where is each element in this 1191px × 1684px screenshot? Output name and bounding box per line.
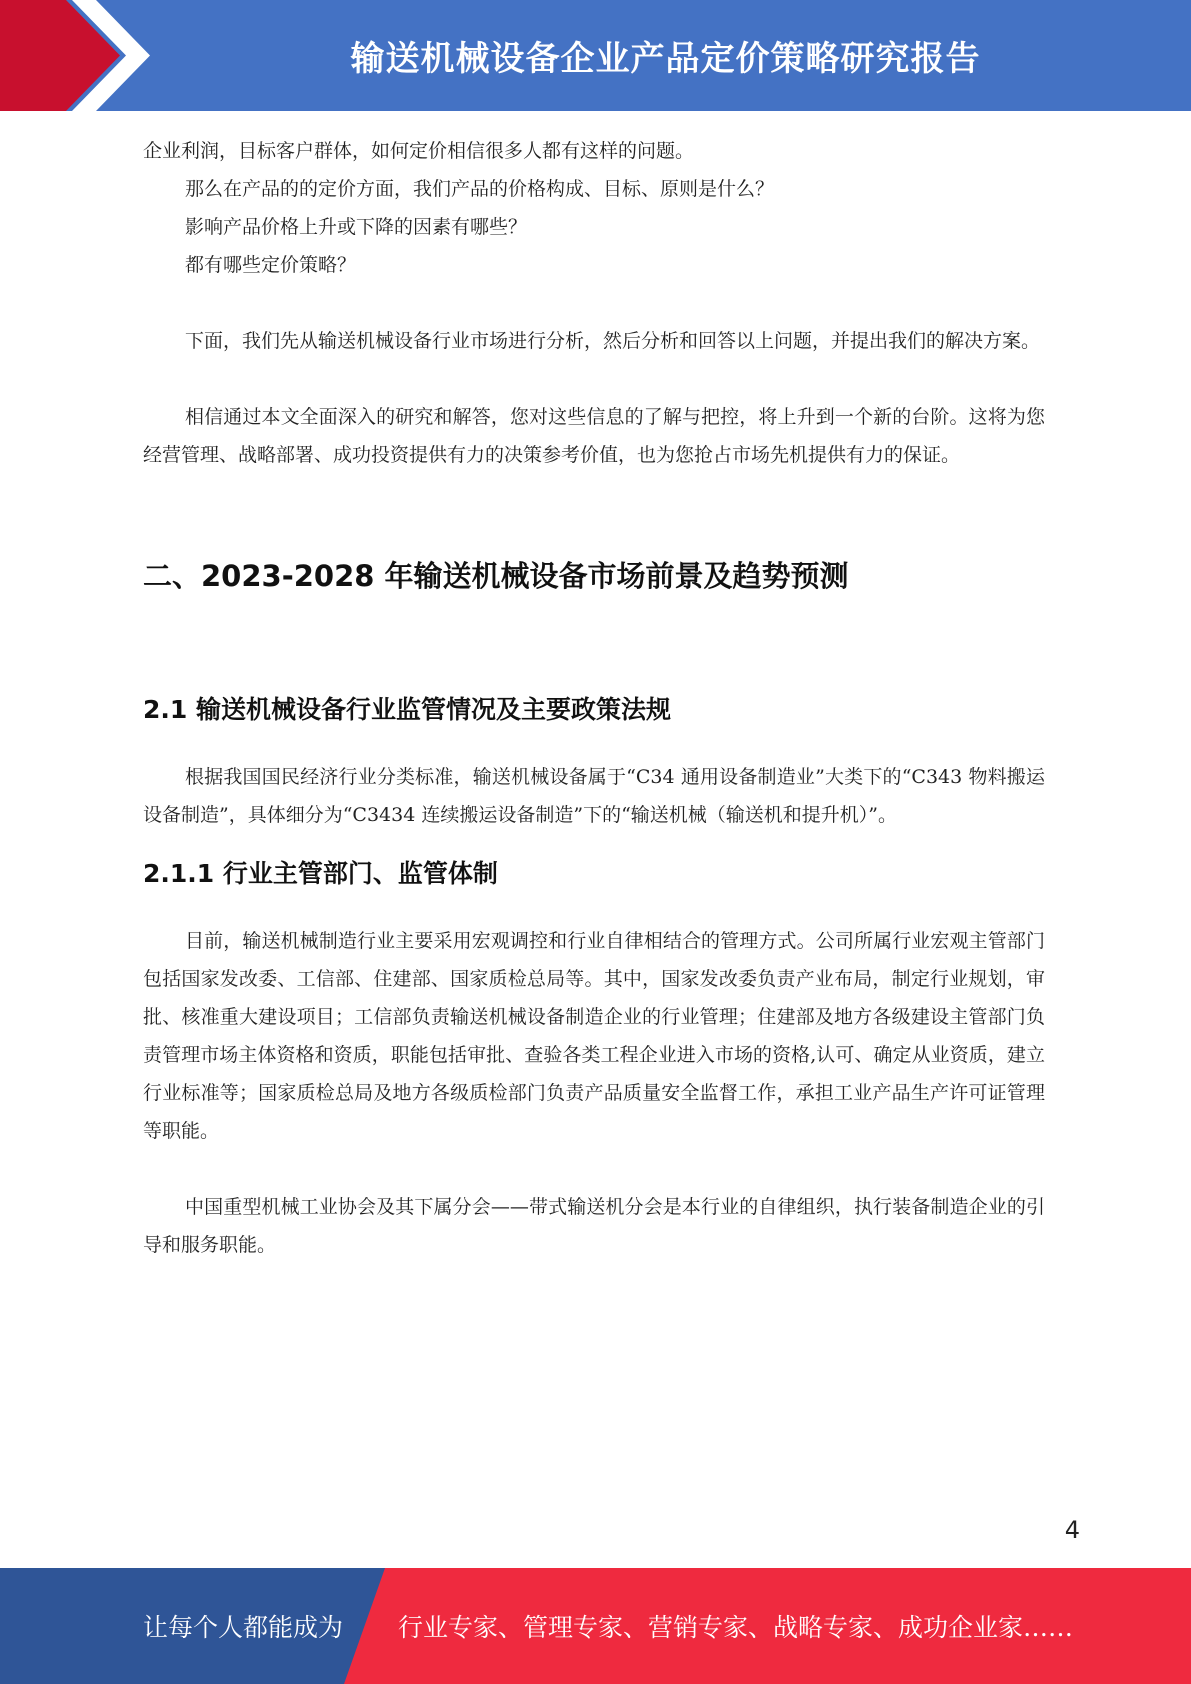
paragraph-classification: 根据我国国民经济行业分类标准，输送机械设备属于“C34 通用设备制造业”大类下的“C343 物料搬运设备制造”，具体细分为“C3434 连续搬运设备制造”下的“输送机械（输送机和提升机）”。 — [143, 766, 1045, 826]
report-title: 输送机械设备企业产品定价策略研究报告 — [350, 39, 981, 79]
footer-slogan-left: 让每个人都能成为 — [143, 1613, 344, 1642]
subsubsection-heading: 2.1.1 行业主管部门、监管体制 — [143, 859, 498, 888]
intro-paragraph: 企业利润，目标客户群体，如何定价相信很多人都有这样的问题。 — [143, 140, 695, 162]
intro-question: 那么在产品的的定价方面，我们产品的价格构成、目标、原则是什么？ — [185, 178, 775, 200]
page-content — [143, 132, 1045, 1264]
page-footer — [0, 1568, 1191, 1684]
subsection-heading: 2.1 输送机械设备行业监管情况及主要政策法规 — [143, 695, 671, 724]
intro-question: 都有哪些定价策略？ — [185, 254, 357, 276]
page-number: 4 — [1064, 1516, 1080, 1544]
paragraph-regulation: 目前，输送机械制造行业主要采用宏观调控和行业自律相结合的管理方式。公司所属行业宏观主管部门包括国家发改委、工信部、住建部、国家质检总局等。其中，国家发改委负责产业布局，制定行业规划，审批、核准重大建设项目；工信部负责输送机械设备制造企业的行业管理；住建部及地方各级建设主管部门负责管理市场主体资格和资质，职能包括审批、查验各类工程企业进入市场的资格,认可、确定从业资质，建立行业标准等；国家质检总局及地方各级质检部门负责产品质量安全监督工作，承担工业产品生产许可证管理等职能。 — [143, 930, 1045, 1142]
footer-slogan-right: 行业专家、管理专家、营销专家、战略专家、成功企业家…… — [398, 1613, 1074, 1642]
page-header — [0, 0, 1191, 111]
paragraph-analysis-plan: 下面，我们先从输送机械设备行业市场进行分析，然后分析和回答以上问题，并提出我们的解决方案。 — [185, 330, 1041, 352]
paragraph-association: 中国重型机械工业协会及其下属分会——带式输送机分会是本行业的自律组织，执行装备制造企业的引导和服务职能。 — [143, 1196, 1045, 1256]
paragraph-value: 相信通过本文全面深入的研究和解答，您对这些信息的了解与把控，将上升到一个新的台阶。这将为您经营管理、战略部署、成功投资提供有力的决策参考价值，也为您抢占市场先机提供有力的保证。 — [143, 406, 1045, 466]
intro-question: 影响产品价格上升或下降的因素有哪些？ — [185, 216, 528, 238]
section-heading: 二、2023-2028 年输送机械设备市场前景及趋势预测 — [143, 559, 849, 593]
chevron-arrow-icon — [0, 0, 160, 111]
